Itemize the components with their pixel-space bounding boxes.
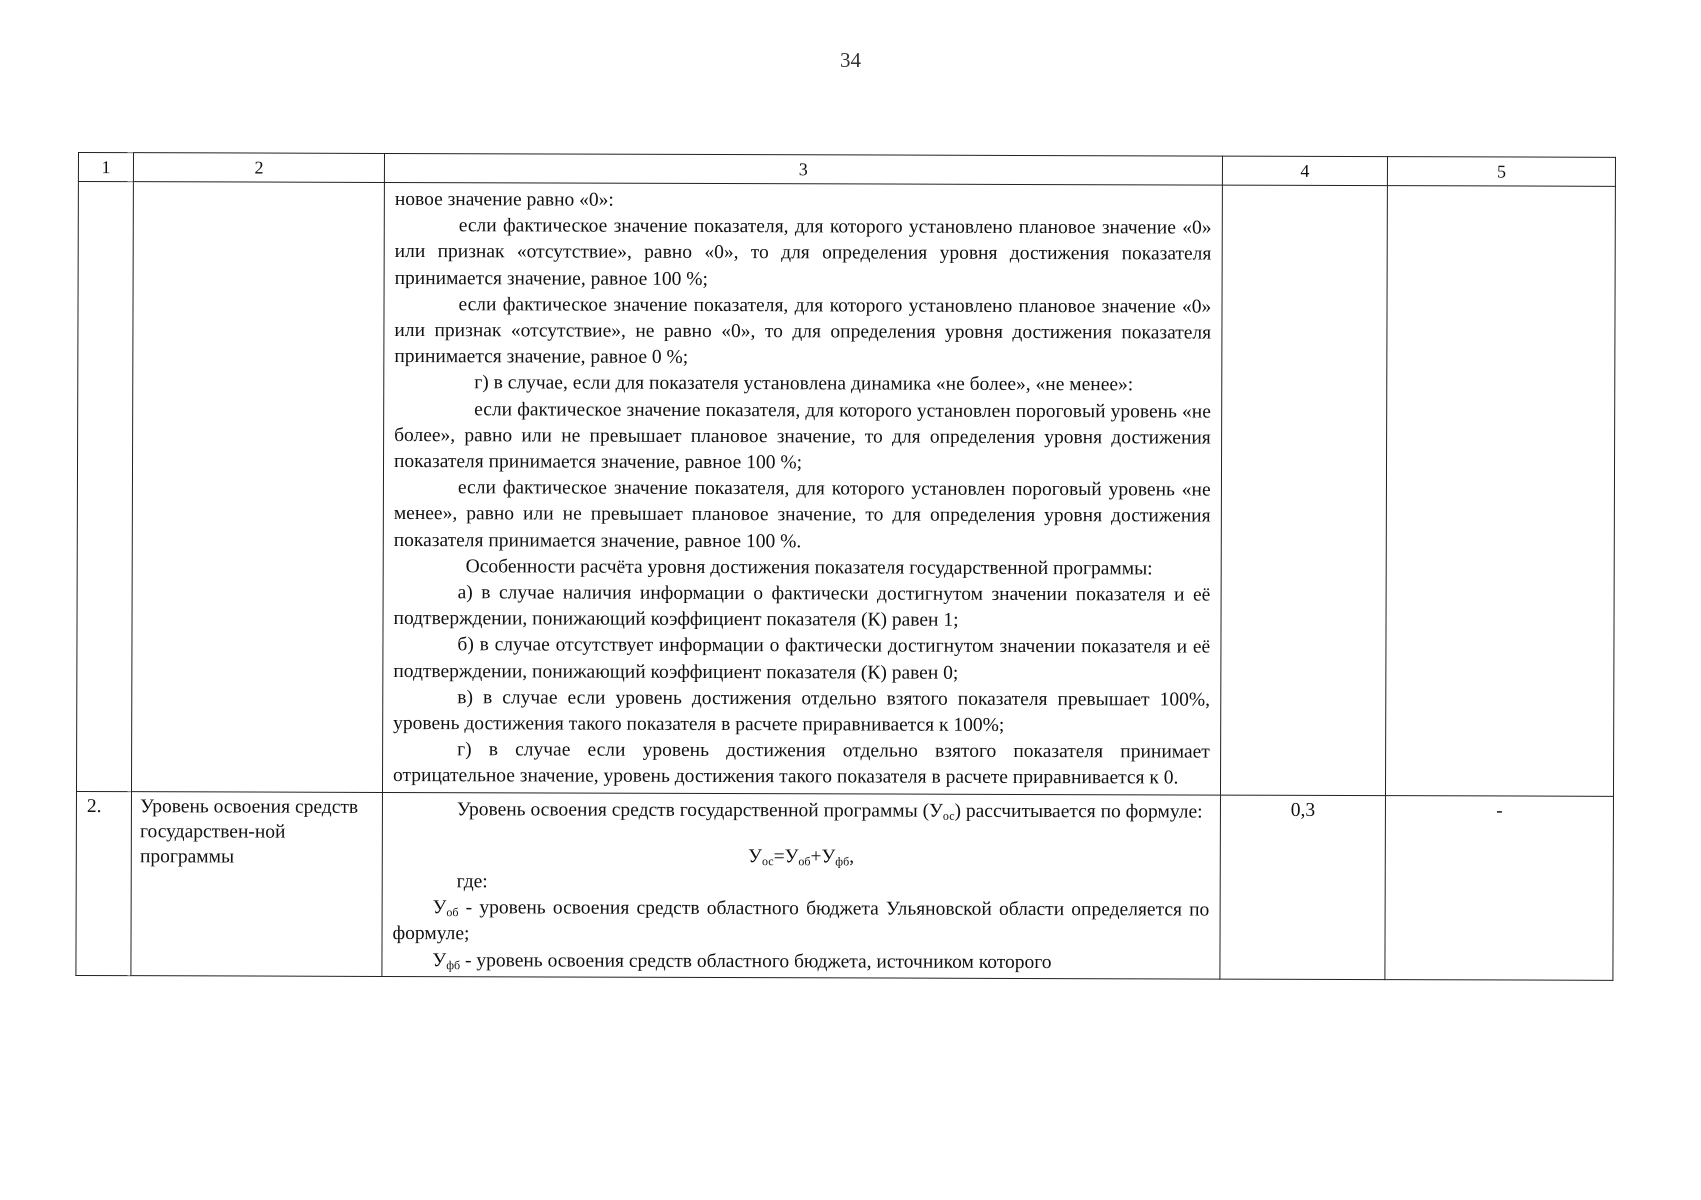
method-paragraph: г) в случае, если для показателя установлена динамика «не более», «не менее»: (474, 372, 1134, 396)
where-label: где: (456, 871, 488, 893)
intro-text: Уровень освоения средств государственной программы (У (456, 798, 943, 822)
indicator-table (75, 152, 1616, 981)
formula-symbol: У (748, 845, 763, 868)
method-paragraph: если фактическое значение показателя, для которого установлено плановое значение «0» или признак «отсутствие», равно «0», то для определения уровня достижения показателя принимается значение, равное 100 %; (394, 215, 1212, 290)
def-text: - уровень освоения средств областного бюджета, источником которого (460, 949, 1052, 973)
header-col-2: 2 (134, 153, 385, 183)
method-paragraph (393, 797, 1210, 826)
table-row (76, 182, 1615, 796)
header-col-5: 5 (1388, 157, 1616, 187)
method-paragraph: если фактическое значение показателя, для которого установлен пороговый уровень «не менее», равно или не превышает плановое значение, то для определения уровня достижения показателя принимается значение, равное 100 %. (393, 477, 1211, 552)
row1-name-cell (132, 182, 385, 792)
formula-punctuation: , (849, 846, 855, 868)
table-row (76, 791, 1614, 980)
row1-number-cell (76, 182, 133, 792)
row2-weight-cell: 0,3 (1220, 795, 1386, 980)
row1-col5-cell (1386, 186, 1616, 796)
method-paragraph: б) в случае отсутствует информации о фактически достигнутом значении показателя и её подтверждении, понижающий коэффициент показателя (К) равен 0; (393, 634, 1211, 684)
intro-subscript: ос (942, 808, 955, 823)
def-text: - уровень освоения средств областного бюджета Ульяновской области определяется по формуле; (392, 897, 1210, 945)
header-col-1: 1 (78, 153, 133, 182)
method-paragraph: в) в случае если уровень достижения отдельно взятого показателя превышает 100%, уровень достижения такого показателя в расчете приравнивается к 100%; (393, 687, 1211, 736)
method-paragraph: а) в случае наличия информации о фактически достигнутом значении показателя и её подтверждении, понижающий коэффициент показателя (К) равен 1; (393, 582, 1211, 632)
header-col-4: 4 (1222, 156, 1388, 186)
row2-number-cell: 2. (76, 791, 132, 975)
def-subscript: фб (446, 957, 461, 972)
row1-weight-cell (1220, 185, 1387, 795)
def-symbol: У (432, 949, 447, 971)
row2-col5-cell: - (1385, 795, 1613, 980)
method-paragraph: если фактическое значение показателя, для которого установлено плановое значение «0» или признак «отсутствие», не равно «0», то для определения уровня достижения показателя принимается значение, равное 0 %; (394, 294, 1212, 369)
method-paragraph: Особенности расчёта уровня достижения показателя государственной программы: (465, 556, 1153, 580)
formula-operator: + (810, 846, 822, 868)
intro-text: ) рассчитывается по формуле: (954, 800, 1203, 823)
method-paragraph: новое значение равно «0»: (394, 188, 614, 211)
formula-subscript: об (798, 854, 811, 869)
row1-method-cell (382, 182, 1222, 794)
row2-method-cell (382, 792, 1220, 979)
def-subscript: об (446, 905, 459, 920)
definition-paragraph (392, 895, 1209, 950)
page-number: 34 (840, 48, 861, 72)
method-paragraph: г) в случае если уровень достижения отдельно взятого показателя принимает отрицательное значение, уровень достижения такого показателя в расчете приравнивается к 0. (392, 739, 1210, 789)
definition-paragraph (392, 948, 1209, 977)
formula-operator: = (773, 846, 785, 868)
header-col-3: 3 (384, 153, 1222, 185)
method-paragraph: если фактическое значение показателя, для которого установлен пороговый уровень «не более», равно или не превышает плановое значение, то для определения уровня достижения показателя принимается значение, равное 100 %; (393, 398, 1211, 474)
formula-subscript: фб (835, 854, 850, 869)
row2-name-cell: Уровень освоения средств государствен-ной программы (131, 791, 382, 976)
formula-symbol: У (784, 846, 799, 868)
def-symbol: У (432, 897, 447, 919)
formula-subscript: ос (761, 854, 774, 869)
formula-symbol: У (821, 846, 836, 868)
formula (393, 843, 1210, 872)
